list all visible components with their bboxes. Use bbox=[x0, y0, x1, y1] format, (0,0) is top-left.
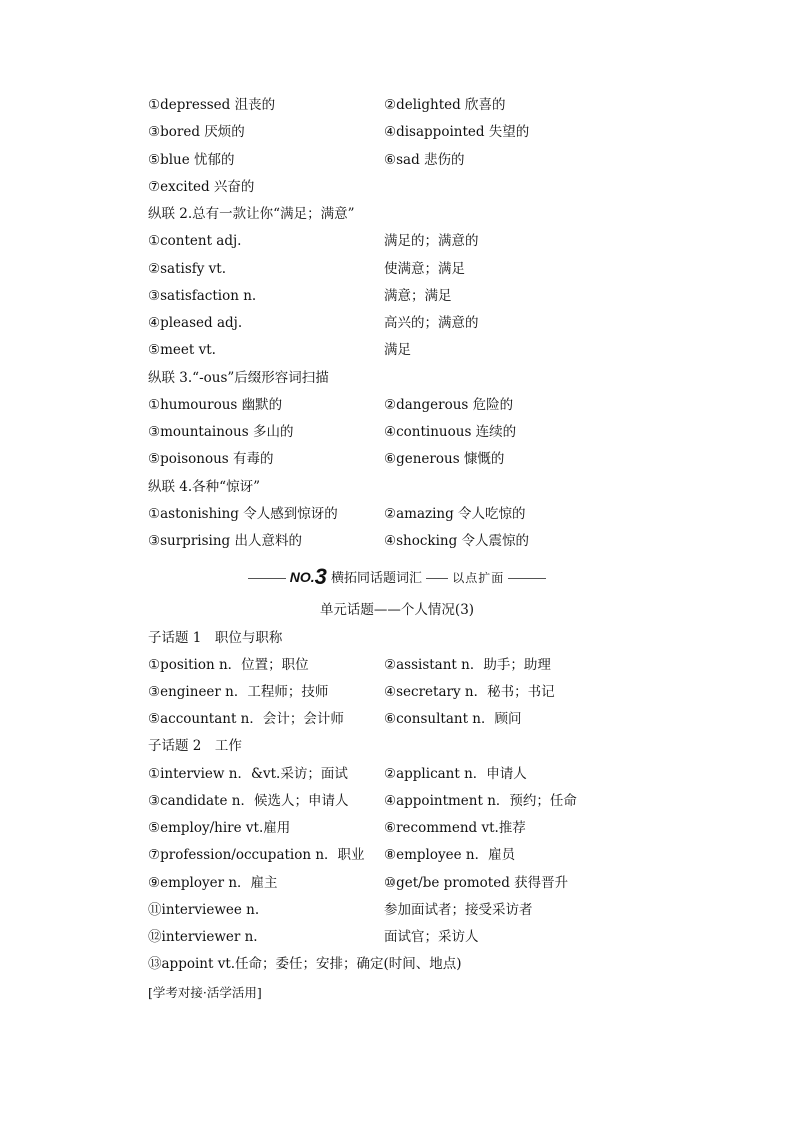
section-tag: [学考对接·活学活用] bbox=[148, 985, 262, 1000]
banner-number-prefix: NO. bbox=[289, 569, 315, 585]
list-item: ⑥generous 慷慨的 bbox=[384, 451, 505, 467]
list-item: ①humourous 幽默的 bbox=[148, 397, 283, 413]
list-item: ⑤poisonous 有毒的 bbox=[148, 451, 274, 467]
section-heading: 纵联 2.总有一款让你“满足；满意” bbox=[148, 206, 355, 222]
list-item: ⑥consultant n．顾问 bbox=[384, 711, 522, 727]
list-item: ②amazing 令人吃惊的 bbox=[384, 506, 526, 522]
banner-title: 横拓同话题词汇 bbox=[330, 571, 422, 586]
section-heading: 纵联 3.“-ous”后缀形容词扫描 bbox=[148, 370, 329, 386]
list-item: ①interview n．&vt.采访；面试 bbox=[148, 766, 348, 782]
list-item: ②applicant n．申请人 bbox=[384, 766, 527, 782]
list-item: ③surprising 出人意料的 bbox=[148, 533, 302, 549]
list-item: ③candidate n．候选人；申请人 bbox=[148, 793, 349, 809]
list-item: ⑧employee n．雇员 bbox=[384, 847, 516, 863]
divider bbox=[248, 578, 286, 579]
list-item: ③bored 厌烦的 bbox=[148, 124, 245, 140]
subtopic-heading: 子话题 2 工作 bbox=[148, 738, 242, 754]
vocab-term: ⑪interviewee n. bbox=[148, 902, 260, 918]
list-item: ②assistant n．助手；助理 bbox=[384, 657, 551, 673]
vocab-meaning: 面试官；采访人 bbox=[384, 929, 479, 945]
list-item: ⑥sad 悲伤的 bbox=[384, 152, 465, 168]
list-item: ⑩get/be promoted 获得晋升 bbox=[384, 875, 569, 891]
vocab-term: ⑤meet vt. bbox=[148, 342, 216, 358]
vocab-meaning: 满意；满足 bbox=[384, 288, 452, 304]
list-item: ②delighted 欣喜的 bbox=[384, 97, 506, 113]
list-item: ①astonishing 令人感到惊讶的 bbox=[148, 506, 338, 522]
list-item: ④continuous 连续的 bbox=[384, 424, 517, 440]
list-item: ⑤accountant n．会计；会计师 bbox=[148, 711, 344, 727]
vocab-term: ⑫interviewer n. bbox=[148, 929, 258, 945]
list-item: ④shocking 令人震惊的 bbox=[384, 533, 530, 549]
list-item: ⑨employer n．雇主 bbox=[148, 875, 278, 891]
section-heading: 纵联 4.各种“惊讶” bbox=[148, 479, 260, 495]
vocab-meaning: 满足的；满意的 bbox=[384, 233, 479, 249]
list-item: ⑬appoint vt.任命；委任；安排；确定(时间、地点) bbox=[148, 956, 462, 972]
list-item: ②dangerous 危险的 bbox=[384, 397, 514, 413]
list-item: ⑤blue 忧郁的 bbox=[148, 152, 235, 168]
vocab-meaning: 满足 bbox=[384, 342, 411, 358]
list-item: ①depressed 沮丧的 bbox=[148, 97, 276, 113]
list-item: ④secretary n．秘书；书记 bbox=[384, 684, 555, 700]
list-item: ③engineer n．工程师；技师 bbox=[148, 684, 329, 700]
list-item: ③mountainous 多山的 bbox=[148, 424, 294, 440]
subtopic-heading: 子话题 1 职位与职称 bbox=[148, 630, 283, 646]
vocab-meaning: 使满意；满足 bbox=[384, 261, 465, 277]
list-item: ④appointment n．预约；任命 bbox=[384, 793, 577, 809]
list-item: ①position n．位置；职位 bbox=[148, 657, 309, 673]
vocab-meaning: 高兴的；满意的 bbox=[384, 315, 479, 331]
unit-topic-title: 单元话题——个人情况(3) bbox=[319, 602, 475, 618]
banner-number: 3 bbox=[314, 564, 327, 589]
vocab-term: ②satisfy vt. bbox=[148, 261, 227, 277]
list-item: ⑤employ/hire vt.雇用 bbox=[148, 820, 291, 836]
vocab-meaning: 参加面试者；接受采访者 bbox=[384, 902, 533, 918]
list-item: ⑦excited 兴奋的 bbox=[148, 179, 255, 195]
list-item: ④disappointed 失望的 bbox=[384, 124, 530, 140]
divider bbox=[426, 578, 448, 579]
vocab-term: ④pleased adj. bbox=[148, 315, 243, 331]
vocab-term: ①content adj. bbox=[148, 233, 242, 249]
divider bbox=[508, 578, 546, 579]
list-item: ⑥recommend vt.推荐 bbox=[384, 820, 526, 836]
banner-subtitle: 以点扩面 bbox=[452, 571, 505, 585]
vocab-term: ③satisfaction n. bbox=[148, 288, 257, 304]
list-item: ⑦profession/occupation n．职业 bbox=[148, 847, 365, 863]
section-banner bbox=[0, 566, 794, 588]
